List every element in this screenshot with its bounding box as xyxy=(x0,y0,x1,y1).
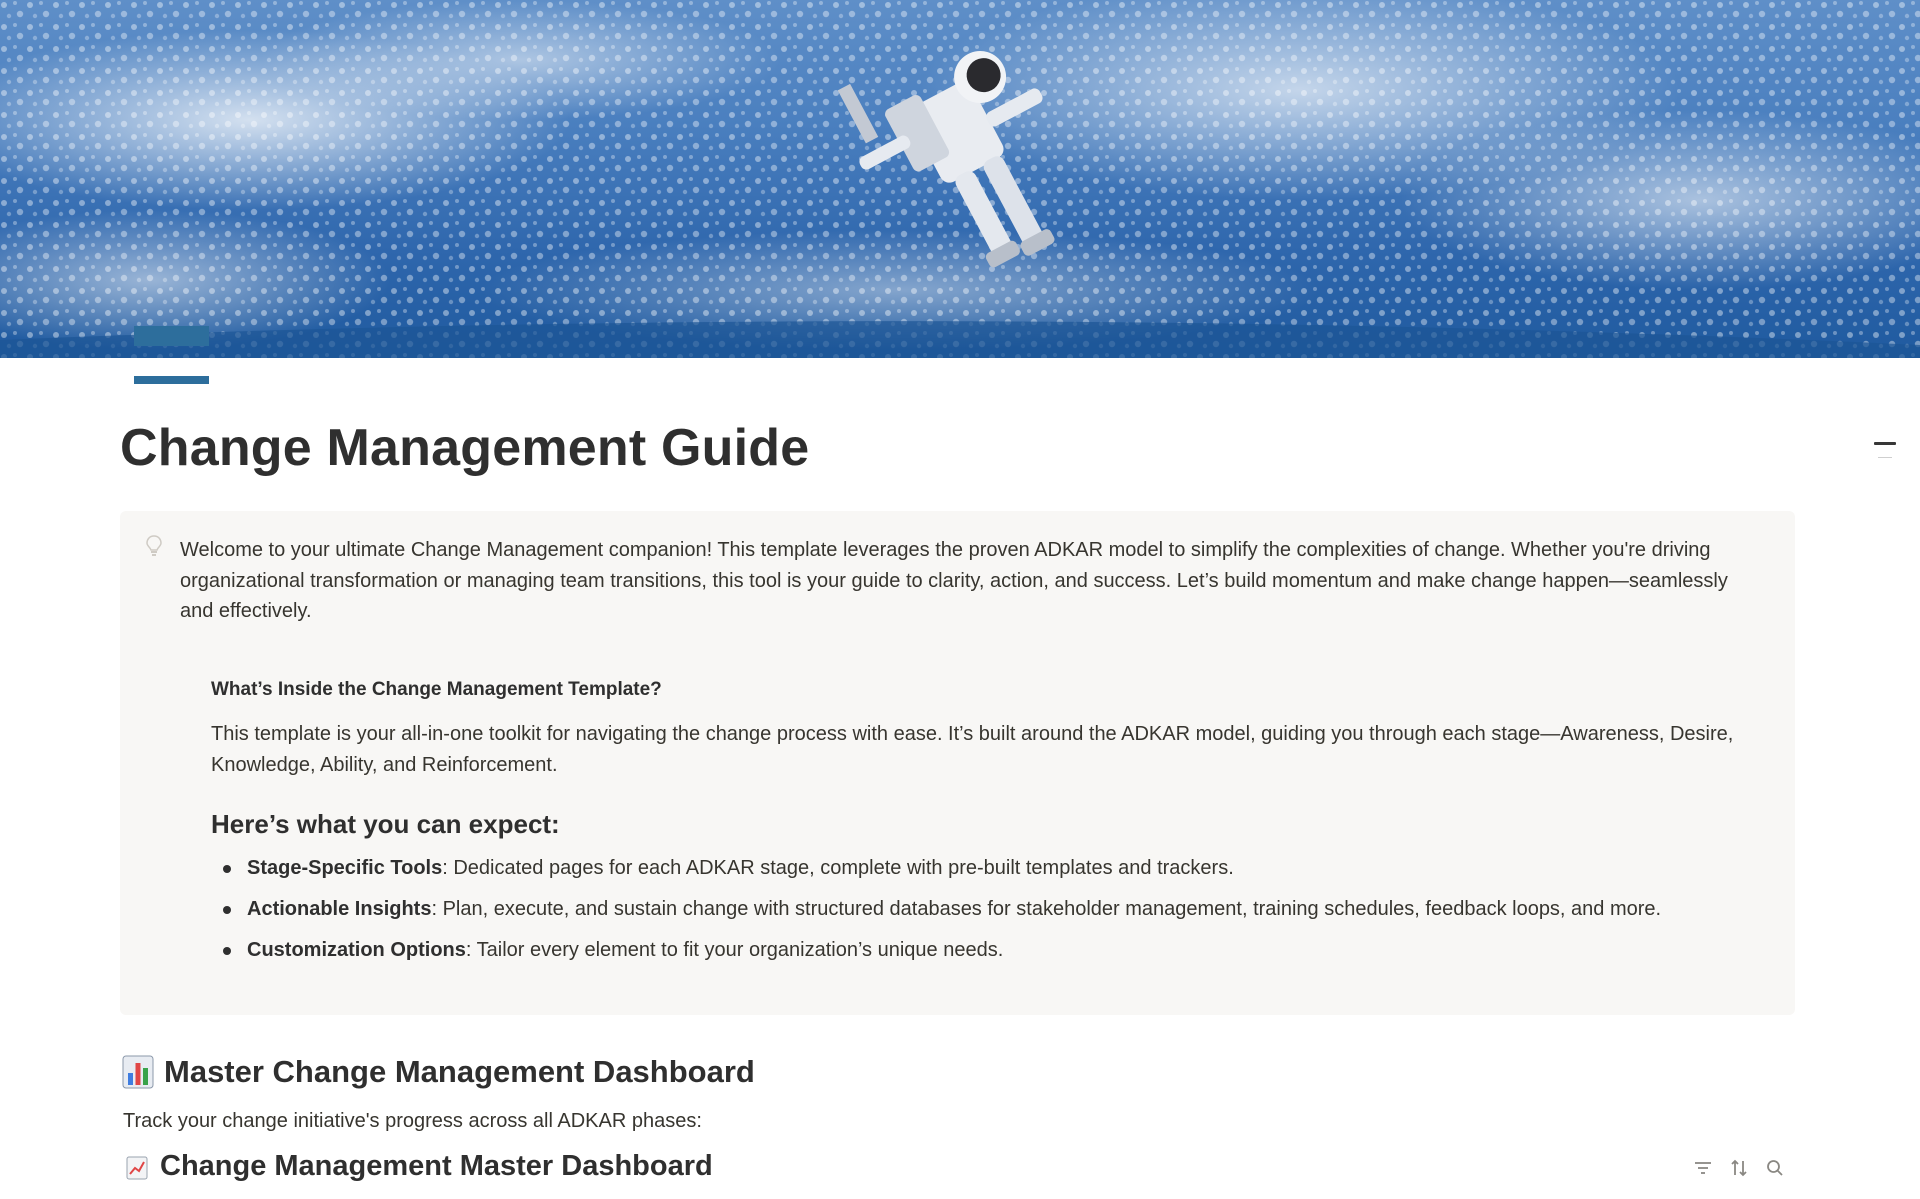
bar-chart-icon xyxy=(122,1055,154,1089)
feature-list xyxy=(211,853,1771,976)
list-item-bold: Actionable Insights xyxy=(247,898,432,920)
callout-block xyxy=(120,511,1795,1015)
outline-line-icon xyxy=(1874,442,1896,445)
page-icon-bar-top xyxy=(134,326,209,346)
dashboard-heading[interactable] xyxy=(122,1054,755,1090)
callout-intro-text: Welcome to your ultimate Change Management companion! This template leverages the proven ADKAR model to simplify the complexities of change. Whether you're driving organizational transformation or managing team transitions, this tool is your guide to clarity, action, and success. Let’s build momentum and make change happen—seamlessly and effectively. xyxy=(180,539,1728,622)
list-item-bold: Stage-Specific Tools xyxy=(247,857,443,879)
list-item xyxy=(211,853,1771,884)
sort-icon[interactable] xyxy=(1729,1158,1749,1178)
inside-body: This template is your all-in-one toolkit for navigating the change process with ease. It’s built around the ADKAR model, guiding you through each stage—Awareness, Desire, Knowledge, Ability, and Reinforcement. xyxy=(211,723,1734,776)
outline-toggle[interactable] xyxy=(1874,442,1896,458)
list-item-text: : Plan, execute, and sustain change with structured databases for stakeholder management, training schedules, feedback loops, and more. xyxy=(431,898,1662,920)
astronaut-earth-cover xyxy=(0,0,1920,358)
filter-icon[interactable] xyxy=(1693,1158,1713,1178)
bullet-icon xyxy=(223,947,231,955)
list-item-text: : Tailor every element to fit your organization’s unique needs. xyxy=(465,939,1004,961)
outline-subline-icon xyxy=(1878,457,1892,458)
list-item xyxy=(211,935,1771,966)
inside-heading: What’s Inside the Change Management Template? xyxy=(211,679,662,700)
page-icon-bar-bottom xyxy=(134,376,209,384)
bullet-icon xyxy=(223,865,231,873)
list-item-bold: Customization Options xyxy=(247,939,466,961)
database-title-text: Change Management Master Dashboard xyxy=(160,1150,713,1182)
search-icon[interactable] xyxy=(1765,1158,1785,1178)
dashboard-heading-text: Master Change Management Dashboard xyxy=(164,1054,755,1089)
list-item xyxy=(211,894,1771,925)
cover-image[interactable] xyxy=(0,0,1920,358)
database-title[interactable] xyxy=(126,1150,713,1183)
list-item-text: : Dedicated pages for each ADKAR stage, complete with pre-built templates and trackers. xyxy=(442,857,1234,879)
expect-heading: Here’s what you can expect: xyxy=(211,809,560,839)
trend-chart-icon xyxy=(126,1155,148,1179)
page-icon[interactable] xyxy=(134,326,209,384)
bullet-icon xyxy=(223,906,231,914)
page-title[interactable]: Change Management Guide xyxy=(120,419,810,477)
database-toolbar xyxy=(1693,1158,1785,1178)
lightbulb-icon[interactable] xyxy=(146,535,162,563)
dashboard-description: Track your change initiative's progress across all ADKAR phases: xyxy=(123,1110,702,1132)
